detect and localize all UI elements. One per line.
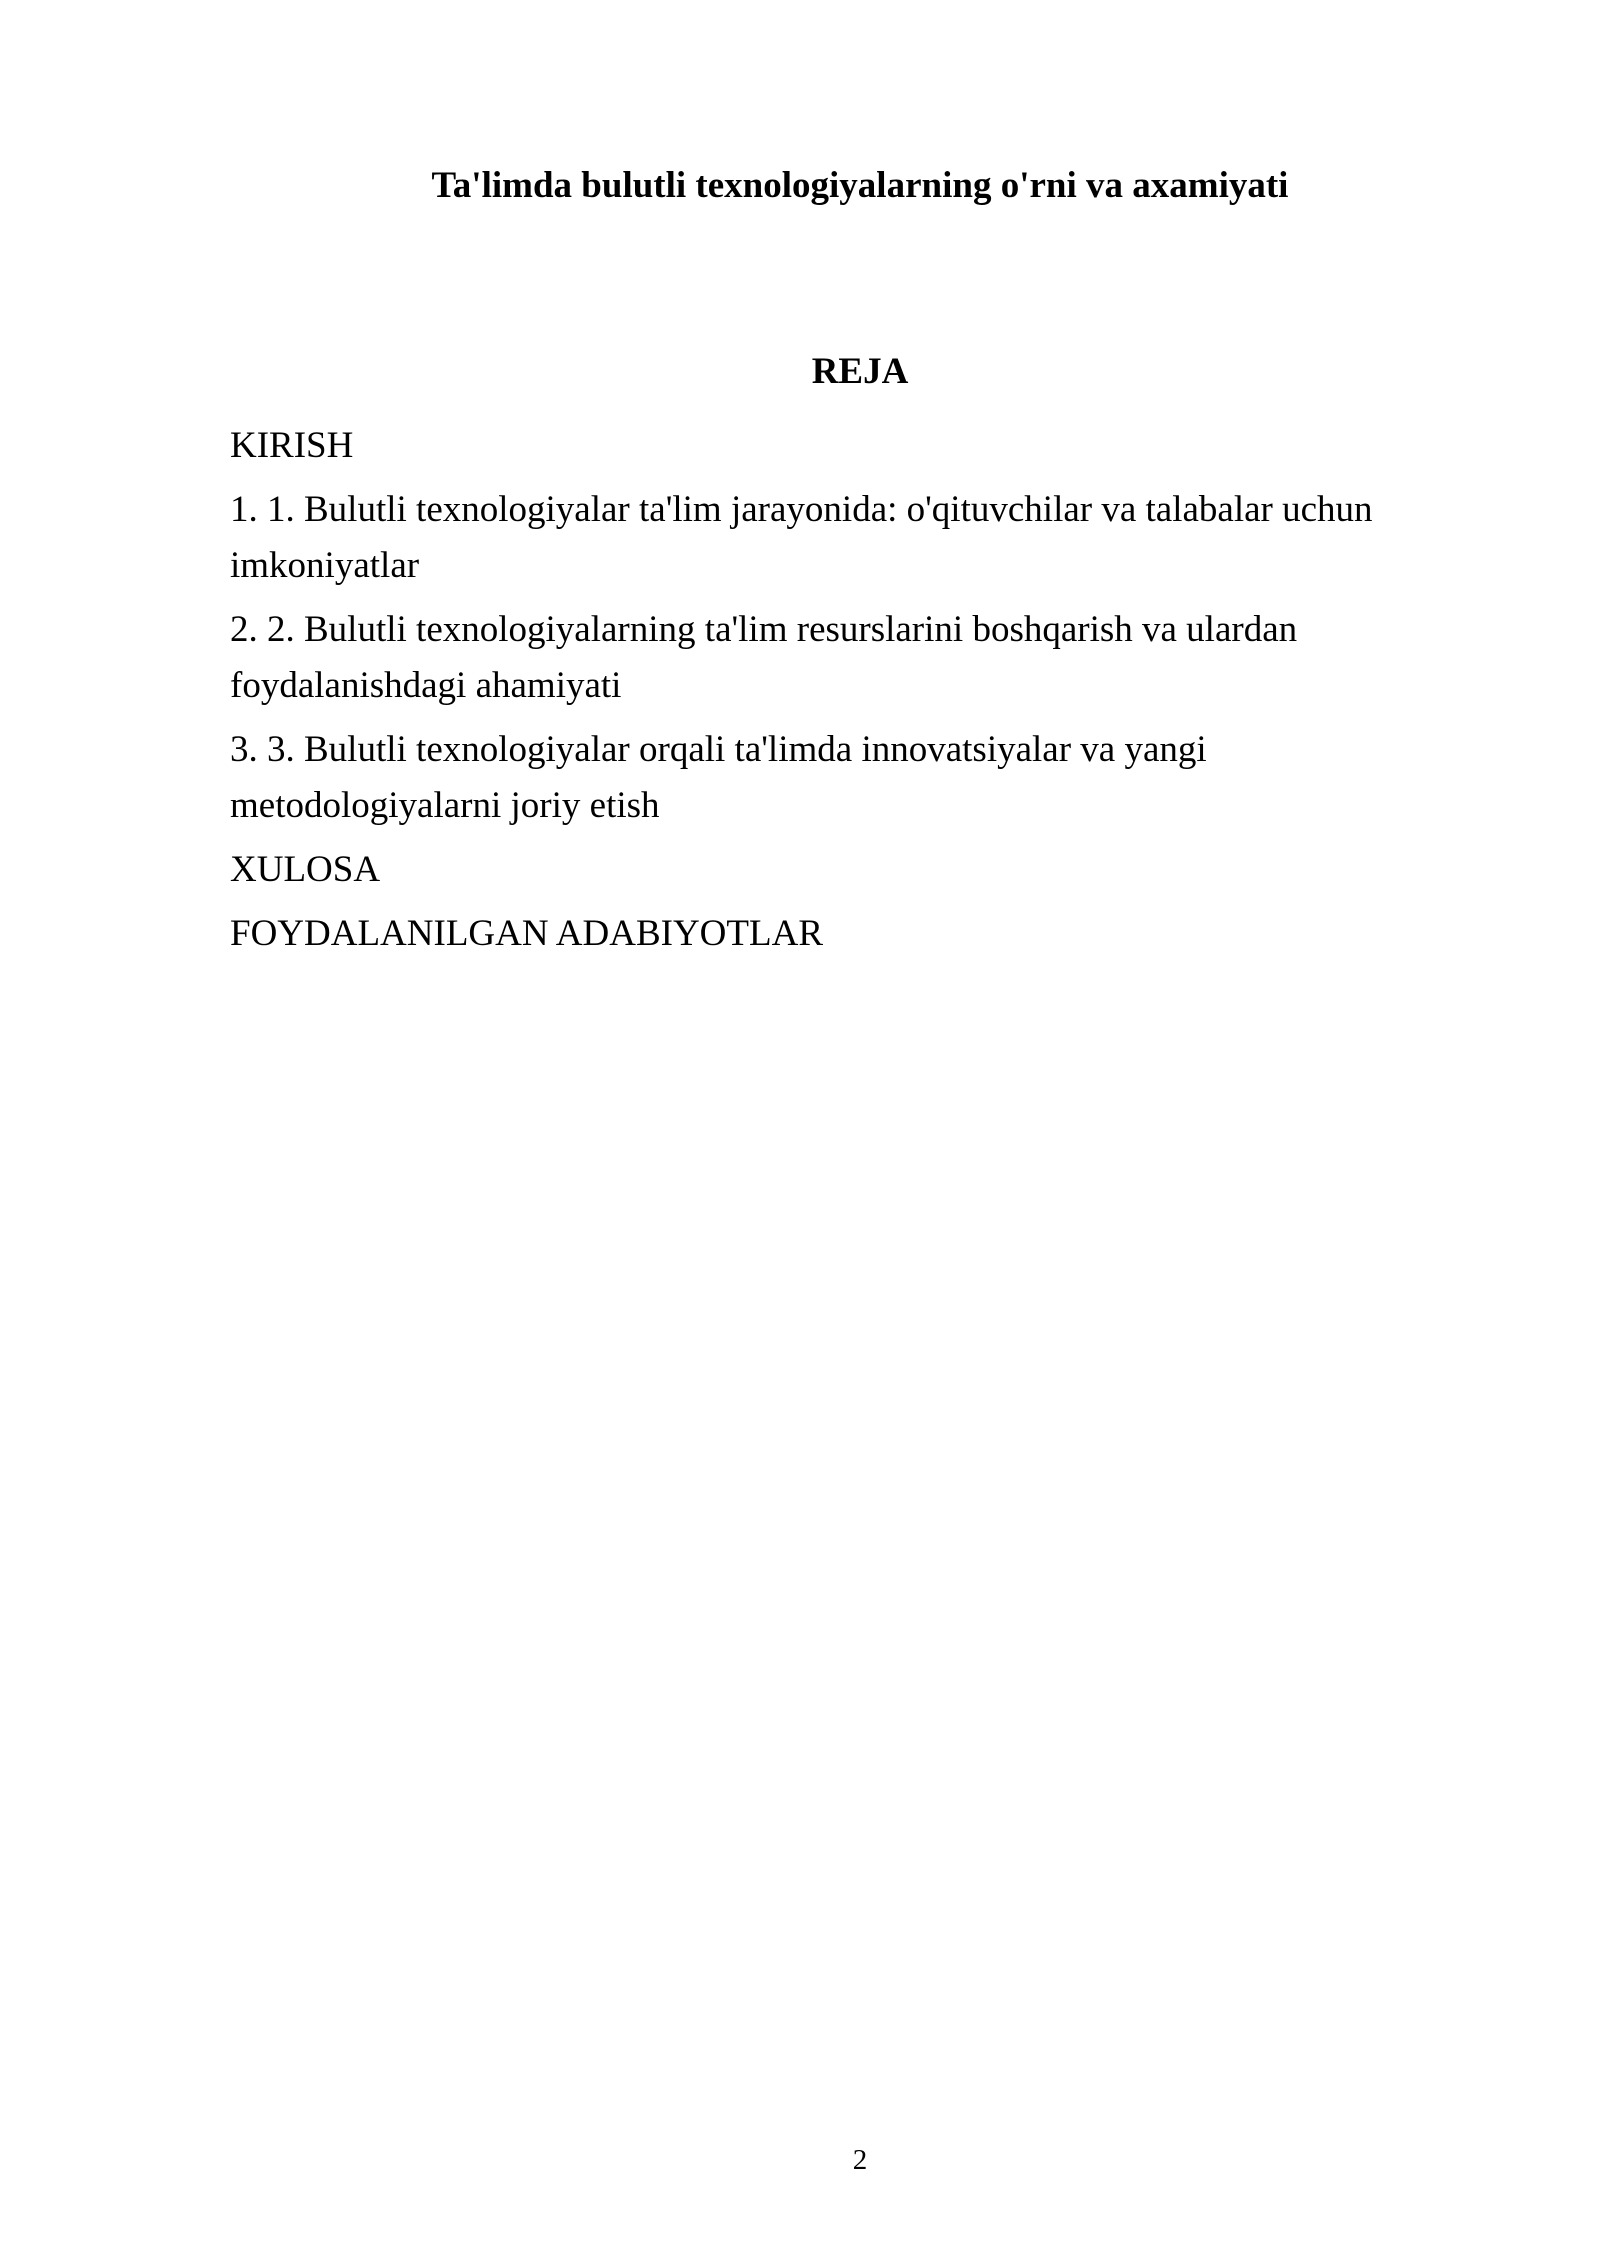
- plan-item-xulosa: XULOSA: [230, 849, 381, 890]
- plan-item-1: 1. 1. Bulutli texnologiyalar ta'lim jarayonida: o'qituvchilar va talabalar uchun imkoniyatlar: [230, 489, 1373, 586]
- plan-item-kirish: KIRISH: [230, 425, 354, 466]
- document-title: Ta'limda bulutli texnologiyalarning o'rni va axamiyati: [431, 165, 1289, 206]
- page-number: 2: [852, 2144, 868, 2176]
- plan-item-3: 3. 3. Bulutli texnologiyalar orqali ta'limda innovatsiyalar va yangi metodologiyalarni joriy etish: [230, 729, 1207, 826]
- plan-heading: REJA: [811, 351, 909, 392]
- plan-list: [230, 418, 1420, 970]
- plan-item-references: FOYDALANILGAN ADABIYOTLAR: [230, 913, 823, 954]
- plan-item-2: 2. 2. Bulutli texnologiyalarning ta'lim resurslarini boshqarish va ulardan foydalanishdagi ahamiyati: [230, 609, 1298, 706]
